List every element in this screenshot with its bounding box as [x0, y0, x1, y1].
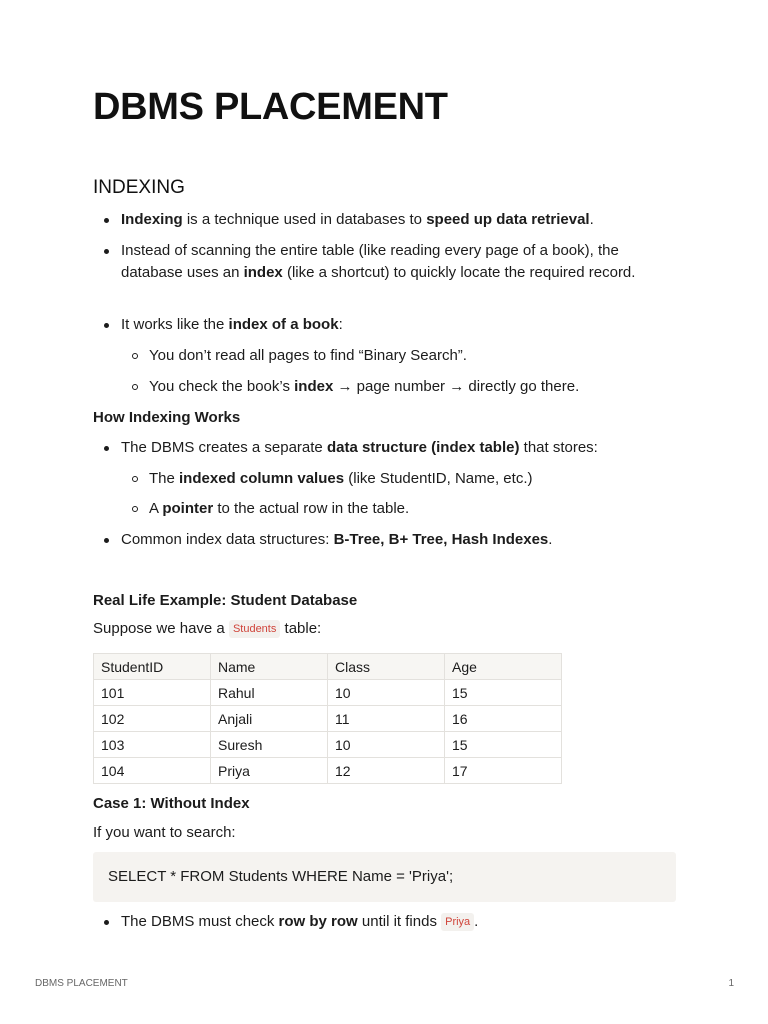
table-cell: 104: [94, 758, 211, 784]
bullet-common-structures: Common index data structures: B-Tree, B+ Tree, Hash Indexes.: [121, 529, 676, 551]
table-cell: 102: [94, 706, 211, 732]
bullet-scanning: Instead of scanning the entire table (like reading every page of a book), the database uses an index (like a shortcut) to quickly locate the required record.: [121, 240, 676, 284]
bullet-dbms-creates: The DBMS creates a separate data structure (index table) that stores:: [121, 437, 676, 459]
table-cell: 15: [445, 732, 562, 758]
column-header: Age: [445, 654, 562, 680]
table-cell: Suresh: [211, 732, 328, 758]
sub-bullet-check-index: You check the book’s index → page number → directly go there.: [149, 376, 676, 398]
column-header: Name: [211, 654, 328, 680]
inline-code-priya: Priya: [441, 913, 474, 931]
example-heading: Real Life Example: Student Database: [93, 592, 358, 609]
students-table: [93, 653, 562, 784]
inline-code-students: Students: [229, 620, 280, 638]
table-row: [94, 732, 562, 758]
example-intro: Suppose we have a Students table:: [93, 620, 322, 637]
bullet-index-of-book: It works like the index of a book:: [121, 314, 676, 336]
table-cell: Priya: [211, 758, 328, 784]
table-cell: 11: [328, 706, 445, 732]
case1-intro: If you want to search:: [93, 824, 236, 841]
table-cell: 10: [328, 680, 445, 706]
sub-bullet-dont-read: You don’t read all pages to find “Binary Search”.: [149, 345, 676, 367]
sub-bullet-indexed-values: The indexed column values (like StudentID, Name, etc.): [149, 468, 676, 490]
table-cell: 17: [445, 758, 562, 784]
table-header-row: [94, 654, 562, 680]
table-cell: 12: [328, 758, 445, 784]
footer-title: DBMS PLACEMENT: [35, 978, 128, 989]
table-row: [94, 758, 562, 784]
case1-heading: Case 1: Without Index: [93, 795, 250, 812]
section-heading-indexing: INDEXING: [93, 177, 185, 198]
table-cell: 15: [445, 680, 562, 706]
bullet-row-by-row: The DBMS must check row by row until it finds Priya .: [121, 911, 676, 933]
sql-code-block: SELECT * FROM Students WHERE Name = 'Priya';: [93, 852, 676, 902]
table-cell: Rahul: [211, 680, 328, 706]
table-row: [94, 680, 562, 706]
table-cell: 101: [94, 680, 211, 706]
page-number: 1: [728, 978, 734, 989]
column-header: StudentID: [94, 654, 211, 680]
table-row: [94, 706, 562, 732]
column-header: Class: [328, 654, 445, 680]
sub-bullet-pointer: A pointer to the actual row in the table.: [149, 498, 676, 520]
table-cell: Anjali: [211, 706, 328, 732]
table-cell: 10: [328, 732, 445, 758]
how-indexing-works-heading: How Indexing Works: [93, 409, 241, 426]
page-title: DBMS PLACEMENT: [93, 86, 448, 128]
table-cell: 16: [445, 706, 562, 732]
bullet-indexing-definition: Indexing is a technique used in databases to speed up data retrieval.: [121, 209, 676, 231]
table-cell: 103: [94, 732, 211, 758]
